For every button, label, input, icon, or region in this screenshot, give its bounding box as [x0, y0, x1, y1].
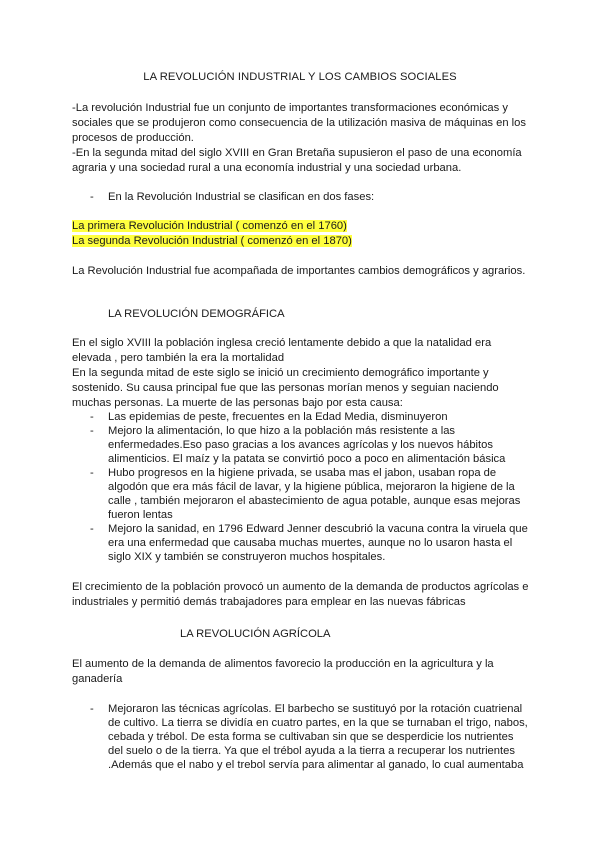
intro-line: agraria y una sociedad rural a una economía industrial y una sociedad urbana.: [72, 162, 462, 174]
bullet-marker: -: [90, 703, 94, 715]
list-item: [108, 702, 528, 772]
paragraph-line: El crecimiento de la población provocó un aumento de la demanda de productos agrícolas e: [72, 581, 529, 593]
paragraph-line: sostenido. Su causa principal fue que las personas morían menos y seguian naciendo: [72, 382, 499, 394]
bullet-marker: -: [90, 523, 94, 535]
list-item-line: Mejoraron las técnicas agrícolas. El barbecho se sustituyó por la rotación cuatrienal: [108, 703, 523, 715]
list-item-line: era una enfermedad que causaba muchas muertes, aunque no lo usaron hasta el: [108, 537, 513, 549]
paragraph-line: El aumento de la demanda de alimentos favorecio la producción en la agricultura y la: [72, 658, 494, 670]
list-item-line: enfermedades.Eso paso gracias a los avances agrícolas y los nuevos hábitos: [108, 439, 493, 451]
phase-highlight: La segunda Revolución Industrial ( comenzó en el 1870): [72, 235, 352, 247]
paragraph-line: En la segunda mitad de este siglo se inició un crecimiento demográfico importante y: [72, 367, 489, 379]
paragraph-line: ganadería: [72, 673, 123, 685]
list-item-line: Hubo progresos en la higiene privada, se usaba mas el jabon, usaban ropa de: [108, 467, 497, 479]
list-item-line: alimenticios. El maíz y la patata se convirtió poco a poco en alimentación básica: [108, 453, 506, 465]
bullet-marker: -: [90, 425, 94, 437]
list-item: [108, 410, 528, 424]
paragraph-line: muchas personas. La muerte de las personas bajo por esta causa:: [72, 397, 403, 409]
page-title: LA REVOLUCIÓN INDUSTRIAL Y LOS CAMBIOS SOCIALES: [143, 71, 457, 83]
list-item: [108, 522, 528, 564]
phase-highlight: La primera Revolución Industrial ( comenzó en el 1760): [72, 220, 347, 232]
list-item-line: siglo XIX y también se construyeron muchos hospitales.: [108, 551, 386, 563]
list-item-line: del suelo o de la tierra. Ya que el trébol ayuda a la tierra a recuperar los nutrientes: [108, 745, 515, 757]
bullet-marker: -: [90, 191, 94, 203]
list-item-line: Las epidemias de peste, frecuentes en la Edad Media, disminuyeron: [108, 411, 448, 423]
bullet-marker: -: [90, 411, 94, 423]
section-heading-agricola: LA REVOLUCIÓN AGRÍCOLA: [180, 628, 331, 640]
list-item-line: .Además que el nabo y el trebol servía para alimentar al ganado, lo cual aumentaba: [108, 759, 524, 771]
phase-item: [72, 219, 347, 233]
phases-summary: La Revolución Industrial fue acompañada de importantes cambios demográficos y agrarios.: [72, 265, 526, 277]
paragraph-line: elevada , pero también la era la mortalidad: [72, 352, 285, 364]
bullet-marker: -: [90, 467, 94, 479]
list-item-line: algodón que era más fácil de lavar, y la higiene pública, mejoraron la higiene de la: [108, 481, 515, 493]
list-item-line: calle , también mejoraron el abastecimiento de agua potable, aunque esas mejoras: [108, 495, 521, 507]
list-item: [108, 466, 528, 522]
phase-item: [72, 234, 352, 248]
list-item-line: fueron lentas: [108, 509, 173, 521]
list-item-line: Mejoro la sanidad, en 1796 Edward Jenner descubrió la vacuna contra la viruela que: [108, 523, 528, 535]
intro-line: -La revolución Industrial fue un conjunto de importantes transformaciones económicas y: [72, 102, 508, 114]
list-item-line: cebada y trébol. De esta forma se cultivaban sin que se desperdicie los nutrientes: [108, 731, 514, 743]
list-item: [108, 424, 528, 466]
intro-line: procesos de producción.: [72, 132, 194, 144]
intro-line: sociales que se produjeron como consecuencia de la utilización masiva de máquinas en los: [72, 117, 526, 129]
list-item-line: Mejoro la alimentación, lo que hizo a la población más resistente a las: [108, 425, 456, 437]
paragraph-line: industriales y permitió demás trabajadores para emplear en las nuevas fábricas: [72, 596, 466, 608]
intro-line: -En la segunda mitad del siglo XVIII en Gran Bretaña supusieron el paso de una economía: [72, 147, 522, 159]
list-item-line: de cultivo. La tierra se dividía en cuatro partes, en la que se turnaban el trigo, nabos,: [108, 717, 528, 729]
section-heading-demografica: LA REVOLUCIÓN DEMOGRÁFICA: [108, 308, 285, 320]
phases-intro: En la Revolución Industrial se clasifican en dos fases:: [108, 191, 375, 203]
paragraph-line: En el siglo XVIII la población inglesa creció lentamente debido a que la natalidad era: [72, 337, 492, 349]
